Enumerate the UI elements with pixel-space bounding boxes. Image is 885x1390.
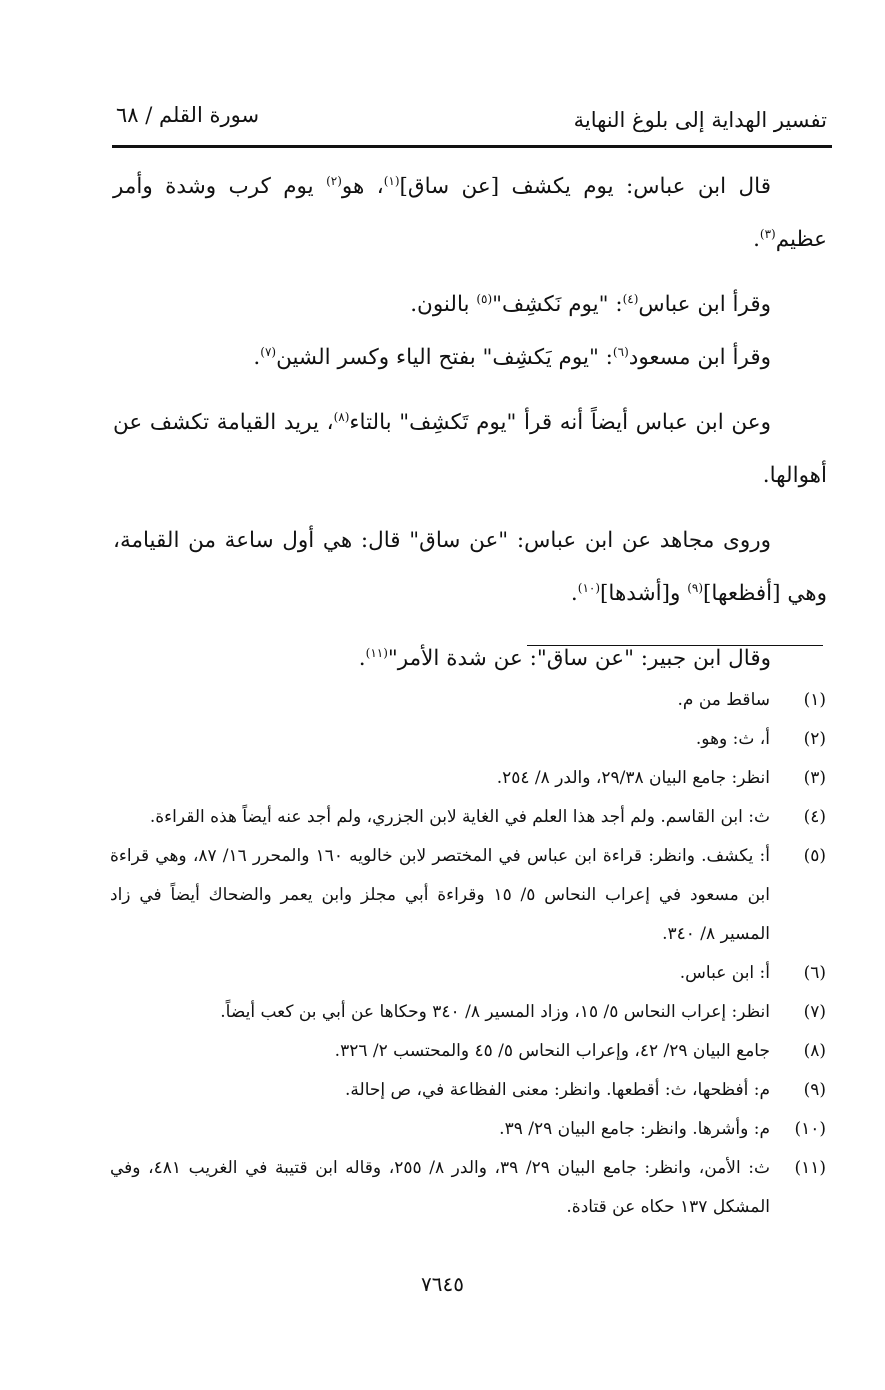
footnote-text: م: وأشرها. وانظر: جامع البيان ٢٩/ ٣٩. <box>499 1119 770 1139</box>
main-text <box>113 160 827 697</box>
footnote-ref-10: (١٠) <box>577 580 601 595</box>
surah-reference: سورة القلم / ٦٨ <box>116 103 260 127</box>
footnote-5 <box>110 837 828 954</box>
footnote-number: (٢) <box>803 729 826 749</box>
footnote-number: (٣) <box>803 768 826 788</box>
footnote-text: ساقط من م. <box>677 690 770 710</box>
footnote-number: (١٠) <box>794 1119 826 1139</box>
footnote-number: (٥) <box>803 846 826 866</box>
footnote-3 <box>110 759 828 798</box>
footnote-ref-5: (٥) <box>476 291 493 306</box>
footnote-text: ث: الأمن، وانظر: جامع البيان ٢٩/ ٣٩، والدر ٨/ ٢٥٥، وقاله ابن قتيبة في الغريب ٤٨١، وفي المشكل ١٣٧ حكاه عن قتادة. <box>110 1158 771 1217</box>
header-divider <box>112 145 832 148</box>
footnote-11 <box>110 1149 828 1227</box>
footnote-ref-8: (٨) <box>333 409 350 424</box>
footnotes <box>110 681 828 1227</box>
footnote-text: انظر: إعراب النحاس ٥/ ١٥، وزاد المسير ٨/ ٣٤٠ وحكاها عن أبي بن كعب أيضاً. <box>220 1002 770 1022</box>
footnote-ref-1: (١) <box>383 173 400 188</box>
book-title: تفسير الهداية إلى بلوغ النهاية <box>573 108 827 132</box>
footnote-4 <box>110 798 828 837</box>
footnote-divider <box>527 645 823 646</box>
footnote-ref-9: (٩) <box>687 580 704 595</box>
footnote-ref-3: (٣) <box>759 226 776 241</box>
footnote-8 <box>110 1032 828 1071</box>
paragraph-6: وقال ابن جبير: "عن ساق": عن شدة الأمر"$^{(١١)}$. <box>358 645 771 671</box>
footnote-ref-6: (٦) <box>612 344 629 359</box>
footnote-number: (٤) <box>803 807 826 827</box>
footnote-6 <box>110 954 828 993</box>
footnote-ref-2: (٢) <box>326 173 342 188</box>
footnote-text: أ: ابن عباس. <box>679 963 770 983</box>
paragraph-5: وروى مجاهد عن ابن عباس: "عن ساق" قال: هي أول ساعة من القيامة، وهي [أفظعها]$^{(٩)}$ و[أشدها]$^{(١٠)}$. <box>113 528 827 606</box>
footnote-ref-4: (٤) <box>622 291 639 306</box>
footnote-number: (١) <box>803 690 826 710</box>
footnote-number: (٦) <box>803 963 826 983</box>
footnote-9 <box>110 1071 828 1110</box>
footnote-number: (١١) <box>794 1158 826 1178</box>
footnote-number: (٨) <box>803 1041 826 1061</box>
paragraph-2: وقرأ ابن عباس$^{(٤)}$: "يوم نَكشِف"$^{(٥)}$ بالنون. <box>410 291 771 317</box>
footnote-2 <box>110 720 828 759</box>
footnote-text: جامع البيان ٢٩/ ٤٢، وإعراب النحاس ٥/ ٤٥ والمحتسب ٢/ ٣٢٦. <box>334 1041 770 1061</box>
paragraph-3: وقرأ ابن مسعود$^{(٦)}$: "يوم يَكشِف" بفتح الياء وكسر الشين$^{(٧)}$. <box>253 344 771 370</box>
footnote-text: م: أفظحها، ث: أقطعها. وانظر: معنى الفظاعة في، ص إحالة. <box>345 1080 770 1100</box>
page-number: ٧٦٤٥ <box>421 1272 464 1296</box>
footnote-1 <box>110 681 828 720</box>
footnote-number: (٩) <box>803 1080 826 1100</box>
paragraph-4: وعن ابن عباس أيضاً أنه قرأ "يوم تَكشِف" بالتاء$^{(٨)}$، يريد القيامة تكشف عن أهوالها. <box>113 409 827 488</box>
footnote-text: ث: ابن القاسم. ولم أجد هذا العلم في الغاية لابن الجزري، ولم أجد عنه أيضاً هذه القراءة. <box>149 807 770 827</box>
footnote-text: انظر: جامع البيان ٢٩/٣٨، والدر ٨/ ٢٥٤. <box>496 768 770 788</box>
footnote-ref-11: (١١) <box>365 645 388 660</box>
footnote-7 <box>110 993 828 1032</box>
footnote-text: أ، ث: وهو. <box>695 729 770 749</box>
footnote-number: (٧) <box>803 1002 826 1022</box>
footnote-ref-7: (٧) <box>260 344 277 359</box>
footnote-text: أ: يكشف. وانظر: قراءة ابن عباس في المختصر لابن خالويه ١٦٠ والمحرر ١٦/ ٨٧، وهي قراءة ابن مسعود في إعراب النحاس ٥/ ١٥ وقراءة أبي مجلز وابن يعمر والضحاك أيضاً في زاد المسير ٨/ ٣٤٠. <box>110 846 770 944</box>
footnote-10 <box>110 1110 828 1149</box>
paragraph-1: قال ابن عباس: يوم يكشف [عن ساق]$^{(١)}$، هو$^{(٢)}$ يوم كرب وشدة وأمر عظيم$^{(٣)}$. <box>113 173 827 252</box>
